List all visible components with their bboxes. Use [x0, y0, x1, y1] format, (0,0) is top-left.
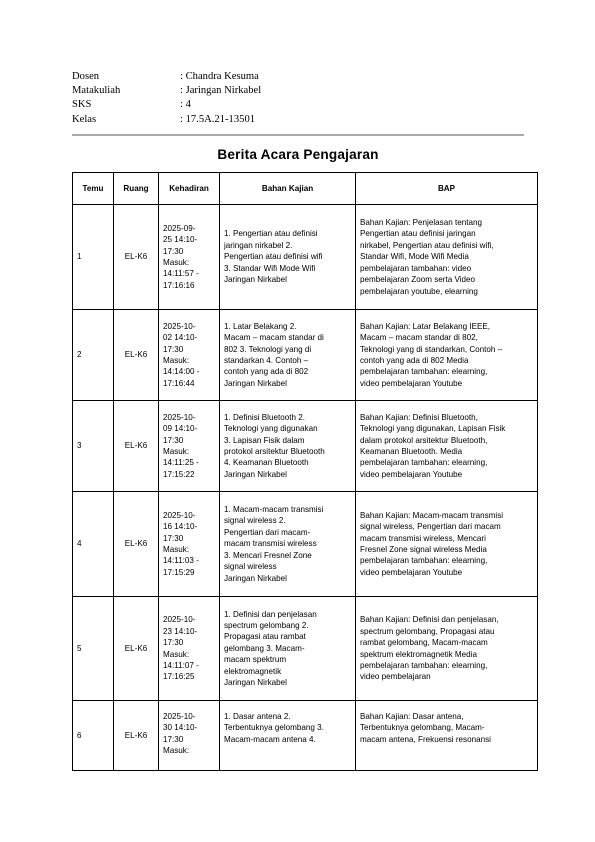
column-header-kehadiran: Kehadiran: [159, 173, 220, 205]
table-row: [73, 205, 538, 310]
table-row: [73, 310, 538, 401]
teaching-record-table: [72, 172, 538, 771]
cell-ruang: EL-K6: [114, 597, 159, 701]
cell-ruang: EL-K6: [114, 492, 159, 597]
info-value: : Chandra Kesuma: [180, 71, 259, 82]
cell-temu: 1: [73, 205, 114, 310]
cell-ruang: EL-K6: [114, 701, 159, 771]
cell-bap: Bahan Kajian: Definisi Bluetooth, Teknologi yang digunakan, Lapisan Fisik dalam protokol arsitektur Bluetooth, Keamanan Bluetooth. Media pembelajaran tambahan: elearning, video pembelajaran Youtube: [356, 401, 538, 492]
table-row: [73, 401, 538, 492]
cell-temu: 4: [73, 492, 114, 597]
info-row-kelas: [72, 113, 261, 127]
page-title: Berita Acara Pengajaran: [217, 147, 379, 162]
cell-kehadiran: 2025-10- 30 14:10- 17:30 Masuk:: [159, 701, 220, 771]
info-row-dosen: [72, 70, 261, 84]
table-row: [73, 701, 538, 771]
info-label: SKS: [72, 99, 92, 111]
table-row: [73, 492, 538, 597]
column-header-ruang: Ruang: [114, 173, 159, 205]
cell-bahan-kajian: 1. Definisi dan penjelasan spectrum gelombang 2. Propagasi atau rambat gelombang 3. Macam- macam spektrum elektromagnetik Jaringan Nirkabel: [220, 597, 356, 701]
cell-kehadiran: 2025-10- 23 14:10- 17:30 Masuk: 14:11:07 - 17:16:25: [159, 597, 220, 701]
cell-temu: 5: [73, 597, 114, 701]
info-row-matakuliah: [72, 84, 261, 98]
cell-bap: Bahan Kajian: Dasar antena, Terbentuknya gelombang, Macam- macam antena, Frekuensi resonansi: [356, 701, 538, 771]
cell-kehadiran: 2025-09- 25 14:10- 17:30 Masuk: 14:11:57 - 17:16:16: [159, 205, 220, 310]
cell-bap: Bahan Kajian: Definisi dan penjelasan, spectrum gelombang, Propagasi atau rambat gelombang, Macam-macam spektrum elektromagnetik Media pembelajaran tambahan: elearning, video pembelajaran: [356, 597, 538, 701]
cell-kehadiran: 2025-10- 09 14:10- 17:30 Masuk: 14:11:25 - 17:15:22: [159, 401, 220, 492]
cell-bahan-kajian: 1. Dasar antena 2. Terbentuknya gelombang 3. Macam-macam antena 4.: [220, 701, 356, 771]
info-label: Matakuliah: [72, 85, 121, 97]
cell-temu: 6: [73, 701, 114, 771]
header-divider: [72, 134, 524, 136]
course-info: [72, 70, 261, 127]
cell-kehadiran: 2025-10- 16 14:10- 17:30 Masuk: 14:11:03 - 17:15:29: [159, 492, 220, 597]
cell-bahan-kajian: 1. Definisi Bluetooth 2. Teknologi yang digunakan 3. Lapisan Fisik dalam protokol arsitektur Bluetooth 4. Keamanan Bluetooth Jaringan Nirkabel: [220, 401, 356, 492]
info-row-sks: [72, 98, 261, 112]
cell-temu: 2: [73, 310, 114, 401]
table-header-row: [73, 173, 538, 205]
cell-bahan-kajian: 1. Macam-macam transmisi signal wireless 2. Pengertian dari macam- macam transmisi wireless 3. Mencari Fresnel Zone signal wireless Jaringan Nirkabel: [220, 492, 356, 597]
column-header-bap: BAP: [356, 173, 538, 205]
column-header-bahan-kajian: Bahan Kajian: [220, 173, 356, 205]
cell-bahan-kajian: 1. Pengertian atau definisi jaringan nirkabel 2. Pengertian atau definisi wifi 3. Standar Wifi Mode Wifi Jaringan Nirkabel: [220, 205, 356, 310]
cell-bap: Bahan Kajian: Penjelasan tentang Pengertian atau definisi jaringan nirkabel, Pengertian atau definisi wifi, Standar Wifi, Mode Wifi Media pembelajaran tambahan: video pembelajaran Zoom serta Video pembelajaran youtube, elearning: [356, 205, 538, 310]
cell-bahan-kajian: 1. Latar Belakang 2. Macam – macam standar di 802 3. Teknologi yang di standarkan 4. Contoh – contoh yang ada di 802 Jaringan Nirkabel: [220, 310, 356, 401]
cell-ruang: EL-K6: [114, 310, 159, 401]
info-value: : 17.5A.21-13501: [180, 113, 256, 125]
cell-bap: Bahan Kajian: Latar Belakang IEEE, Macam – macam standar di 802, Teknologi yang di standarkan, Contoh – contoh yang ada di 802 Media pembelajaran tambahan: elearning, video pembelajaran Youtube: [356, 310, 538, 401]
cell-bap: Bahan Kajian: Macam-macam transmisi signal wireless, Pengertian dari macam macam transmisi wireless, Mencari Fresnel Zone signal wireless Media pembelajaran tambahan: elearning, video pembelajaran Youtube: [356, 492, 538, 597]
info-label: Dosen: [72, 71, 100, 82]
info-value: : 4: [180, 99, 191, 111]
cell-ruang: EL-K6: [114, 401, 159, 492]
table-row: [73, 597, 538, 701]
cell-temu: 3: [73, 401, 114, 492]
cell-kehadiran: 2025-10- 02 14:10- 17:30 Masuk: 14:14:00 - 17:16:44: [159, 310, 220, 401]
column-header-temu: Temu: [73, 173, 114, 205]
cell-ruang: EL-K6: [114, 205, 159, 310]
info-label: Kelas: [72, 113, 97, 125]
info-value: : Jaringan Nirkabel: [180, 85, 262, 97]
